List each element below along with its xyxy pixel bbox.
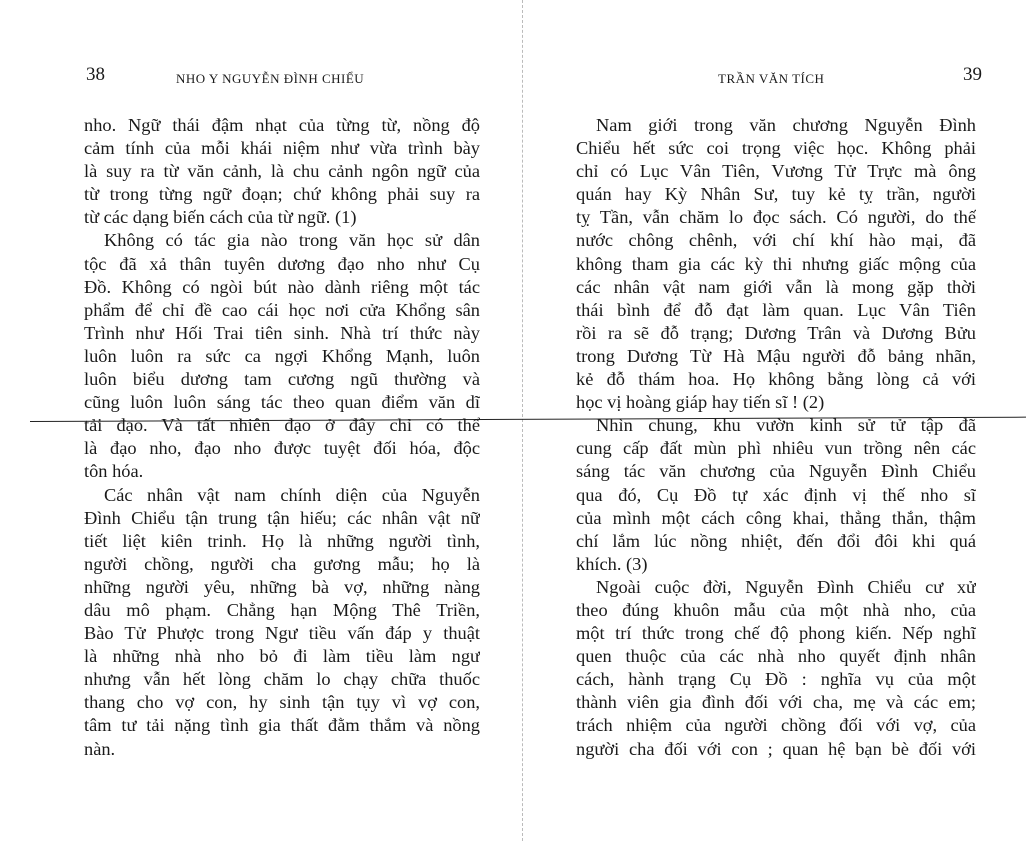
text-line: tộc đã xả thân tuyên dương đạo nho như Cụ [84,253,480,274]
text-line: Nam giới trong văn chương Nguyễn Đình [596,115,976,135]
right-running-head-title: TRẦN VĂN TÍCH [718,71,825,86]
text-line: tôn hóa. [84,461,144,482]
text-line: dâu mô phạm. Chẳng hạn Mộng Thê Triền, [84,599,480,620]
text-line: của mình một cách công khai, thẳng thắn, thậm [576,507,976,528]
left-running-head [82,60,480,92]
text-line: kẻ đỗ thám hoa. Họ không bằng lòng cả với [576,369,976,390]
text-line: luôn luôn ra sức ca ngợi Khổng Mạnh, luôn [84,345,480,366]
text-line: Trình như Hối Trai tiên sinh. Nhà trí thức này [84,322,480,343]
text-line: cung cấp đất mùn phì nhiêu vun trồng nên các [576,438,976,459]
text-line: quán hay Kỳ Nhân Sư, tuy kẻ tỵ trần, người [576,184,976,205]
text-line: một trí thức trong chế độ phong kiến. Nếp nghĩ [576,623,976,644]
text-line: những người yêu, những bà vợ, những nàng [84,576,480,597]
text-line: người cha đối với con ; quan hệ bạn bè đối với [576,738,976,759]
text-line: là đạo nho, đạo nho được tuyệt đối hóa, độc [84,438,480,459]
left-running-head-title: NHO Y NGUYỄN ĐÌNH CHIỂU [176,71,365,86]
text-line: quen thuộc của các nhà nho quyết định nhân [576,646,976,667]
text-line: theo đúng khuôn mẫu của một nhà nho, của [576,599,976,620]
text-line: Đình Chiểu tận trung tận hiếu; các nhân vật nữ [84,507,480,528]
text-line: Các nhân vật nam chính diện của Nguyễn [104,484,480,505]
text-line: nhưng vẫn hết lòng chăm lo chạy chữa thuốc [84,669,480,690]
text-line: từ các dạng biến cách của từ ngữ. (1) [84,207,357,228]
text-line: thành viên gia đình đối với cha, mẹ và các em; [576,692,976,713]
text-line: luôn biểu dương tam cương ngũ thường và [84,369,480,390]
text-line: khích. (3) [576,553,648,574]
text-line: cũng luôn luôn sáng tác theo quan điểm văn dĩ [84,392,480,413]
text-line: phẩm để chỉ đề cao cái học nơi cửa Khổng sân [84,299,480,320]
text-line: nàn. [84,738,116,759]
text-line: Chiểu hết sức coi trọng việc học. Không phải [576,138,976,159]
text-line: các nhân vật nam giới vẫn là mong gặp thời [576,276,976,297]
right-body-text [576,114,976,761]
text-line: trong Dương Từ Hà Mậu người đỗ bảng nhãn, [576,345,976,366]
text-line: là những nhà nho bỏ đi làm tiều làm ngư [84,646,480,667]
text-line: Bào Tử Phược trong Ngư tiều vấn đáp y thuật [84,623,480,644]
right-page [576,60,982,761]
text-line: rồi ra sẽ đỗ trạng; Dương Trân và Dương Bửu [576,322,976,343]
text-line: cách, hành trạng Cụ Đồ : nghĩa vụ của một [576,669,976,690]
text-line: chỉ có Lục Vân Tiên, Vương Tử Trực mà ông [576,161,976,182]
text-line: Ngoài cuộc đời, Nguyễn Đình Chiểu cư xử [596,576,976,597]
text-line: tiết liệt kiên trinh. Họ là những người tình, [84,530,480,551]
text-line: thái bình để đỗ đạt làm quan. Lục Vân Tiên [576,299,976,320]
text-line: không tham gia các kỳ thi nhưng giấc mộng của [576,253,976,274]
text-line: chí lắm lúc nồng nhiệt, đến đổi đôi khi quá [576,530,976,551]
text-line: Đồ. Không có ngòi bút nào dành riêng một tác [84,276,480,297]
text-line: cảm tính của mỗi khái niệm như vừa trình bày [84,138,480,159]
left-body-text [84,114,480,761]
text-line: trách nhiệm của người chồng đối với vợ, của [576,715,976,736]
text-line: sáng tác văn chương của Nguyễn Đình Chiểu [576,461,976,482]
right-page-number: 39 [963,64,982,85]
left-page [82,60,480,761]
text-line: nước chông chênh, với chí khí hào mại, đã [576,230,976,251]
text-line: học vị hoàng giáp hay tiến sĩ ! (2) [576,392,825,413]
text-line: người chồng, người cha gương mẫu; họ là [84,553,480,574]
left-page-number: 38 [86,64,105,85]
text-line: Không có tác gia nào trong văn học sử dân [104,230,480,251]
text-line: thang cho vợ con, hy sinh tận tụy vì vợ con, [84,692,480,713]
text-line: Nhìn chung, khu vườn kinh sử tử tập đã [596,415,976,436]
text-line: tỵ Tần, vẫn chăm lo đọc sách. Có người, do thế [576,207,976,228]
text-line: tâm tư tải nặng tình gia thất đằm thắm và nồng [84,715,480,736]
text-line: nho. Ngữ thái đậm nhạt của từng từ, nồng độ [84,115,480,135]
text-line: là suy ra từ văn cảnh, là chu cảnh ngôn ngữ của [84,161,480,182]
right-running-head [578,60,982,92]
text-line: tải đạo. Và tất nhiên đạo ở đây chỉ có thể [84,415,480,436]
text-line: từ trong từng ngữ đoạn; chứ không phải suy ra [84,184,480,205]
page-gutter [522,0,523,841]
text-line: qua đó, Cụ Đồ tự xác định vị thế nho sĩ [576,484,976,505]
